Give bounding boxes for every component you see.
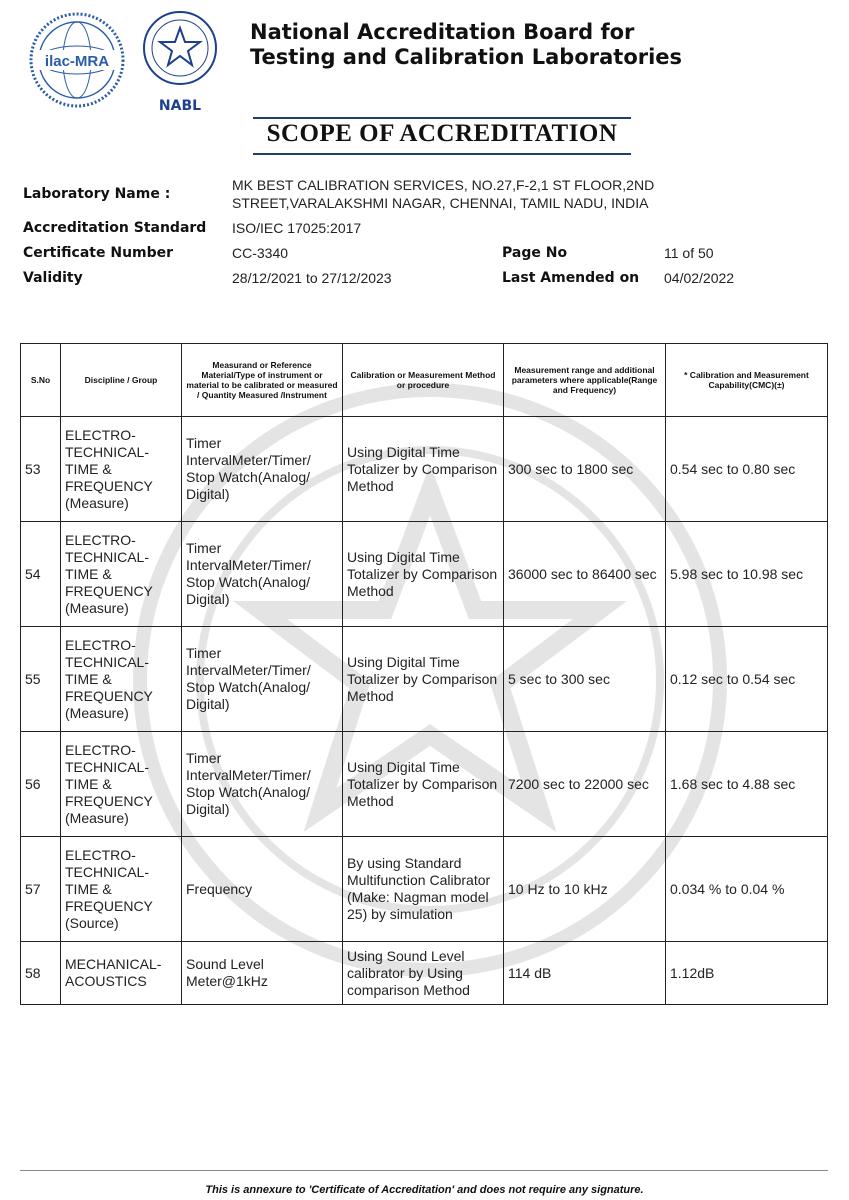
header-sno: S.No — [21, 344, 61, 417]
cell-cmc: 1.68 sec to 4.88 sec — [666, 732, 828, 837]
lab-name-line1: MK BEST CALIBRATION SERVICES, NO.27,F-2,1 ST FLOOR,2ND — [232, 177, 655, 193]
cell-range: 36000 sec to 86400 sec — [504, 522, 666, 627]
svg-text:NABL: NABL — [158, 98, 202, 114]
header-measurand: Measurand or Reference Material/Type of instrument or material to be calibrated or measured / Quantity Measured /Instrument — [182, 344, 343, 417]
cell-method: Using Digital Time Totalizer by Comparison Method — [343, 627, 504, 732]
cell-cmc: 1.12dB — [666, 942, 828, 1005]
standard-value: ISO/IEC 17025:2017 — [232, 220, 362, 236]
table-header-row — [21, 344, 828, 417]
cell-sno: 57 — [21, 837, 61, 942]
cell-discipline: ELECTRO-TECHNICAL-TIME & FREQUENCY (Measure) — [61, 732, 182, 837]
cell-range: 5 sec to 300 sec — [504, 627, 666, 732]
validity-value: 28/12/2021 to 27/12/2023 — [232, 270, 392, 286]
validity-label: Validity — [23, 270, 83, 286]
table-row — [21, 942, 828, 1005]
cell-range: 300 sec to 1800 sec — [504, 417, 666, 522]
cell-measurand: Sound Level Meter@1kHz — [182, 942, 343, 1005]
cell-sno: 56 — [21, 732, 61, 837]
cell-method: Using Digital Time Totalizer by Comparison Method — [343, 522, 504, 627]
cell-sno: 58 — [21, 942, 61, 1005]
cell-discipline: MECHANICAL-ACOUSTICS — [61, 942, 182, 1005]
amended-value: 04/02/2022 — [664, 270, 735, 286]
table-row — [21, 837, 828, 942]
cell-cmc: 0.034 % to 0.04 % — [666, 837, 828, 942]
cell-sno: 53 — [21, 417, 61, 522]
header-range: Measurement range and additional parameters where applicable(Range and Frequency) — [504, 344, 666, 417]
cell-sno: 54 — [21, 522, 61, 627]
svg-text:ilac-MRA: ilac-MRA — [44, 53, 110, 70]
footer-rule — [20, 1170, 828, 1171]
table-row — [21, 522, 828, 627]
header-cmc: * Calibration and Measurement Capability(CMC)(±) — [666, 344, 828, 417]
cell-measurand: Timer IntervalMeter/Timer/ Stop Watch(Analog/ Digital) — [182, 417, 343, 522]
header-discipline: Discipline / Group — [61, 344, 182, 417]
standard-label: Accreditation Standard — [23, 220, 207, 236]
scope-title-rule-top — [253, 117, 631, 119]
nabl-logo — [140, 8, 220, 118]
cell-range: 114 dB — [504, 942, 666, 1005]
cell-method: Using Sound Level calibrator by Using comparison Method — [343, 942, 504, 1005]
lab-name-line2: STREET,VARALAKSHMI NAGAR, CHENNAI, TAMIL NADU, INDIA — [232, 195, 649, 211]
scope-table — [20, 343, 828, 1005]
ilac-mra-logo — [27, 10, 127, 110]
cell-sno: 55 — [21, 627, 61, 732]
amended-label: Last Amended on — [502, 270, 640, 286]
table-row — [21, 732, 828, 837]
cell-discipline: ELECTRO-TECHNICAL-TIME & FREQUENCY (Measure) — [61, 522, 182, 627]
cell-measurand: Timer IntervalMeter/Timer/ Stop Watch(Analog/ Digital) — [182, 627, 343, 732]
certificate-label: Certificate Number — [23, 245, 174, 261]
certificate-value: CC-3340 — [232, 245, 289, 261]
cell-cmc: 5.98 sec to 10.98 sec — [666, 522, 828, 627]
cell-discipline: ELECTRO-TECHNICAL-TIME & FREQUENCY (Measure) — [61, 417, 182, 522]
scope-title-rule-bottom — [253, 153, 631, 155]
footer-note: This is annexure to 'Certificate of Accreditation' and does not require any signature. — [205, 1184, 644, 1196]
header-method: Calibration or Measurement Method or procedure — [343, 344, 504, 417]
board-title-line2: Testing and Calibration Laboratories — [250, 45, 683, 69]
lab-name-label: Laboratory Name : — [23, 186, 171, 202]
cell-range: 10 Hz to 10 kHz — [504, 837, 666, 942]
board-title-line1: National Accreditation Board for — [250, 20, 635, 44]
table-row — [21, 627, 828, 732]
cell-method: By using Standard Multifunction Calibrator (Make: Nagman model 25) by simulation — [343, 837, 504, 942]
board-title — [250, 20, 682, 70]
table-row — [21, 417, 828, 522]
cell-method: Using Digital Time Totalizer by Comparison Method — [343, 732, 504, 837]
page-value: 11 of 50 — [664, 245, 714, 261]
cell-cmc: 0.12 sec to 0.54 sec — [666, 627, 828, 732]
cell-measurand: Timer IntervalMeter/Timer/ Stop Watch(Analog/ Digital) — [182, 522, 343, 627]
scope-title: SCOPE OF ACCREDITATION — [266, 120, 618, 147]
cell-cmc: 0.54 sec to 0.80 sec — [666, 417, 828, 522]
cell-range: 7200 sec to 22000 sec — [504, 732, 666, 837]
cell-discipline: ELECTRO-TECHNICAL-TIME & FREQUENCY (Source) — [61, 837, 182, 942]
cell-measurand: Frequency — [182, 837, 343, 942]
cell-discipline: ELECTRO-TECHNICAL-TIME & FREQUENCY (Measure) — [61, 627, 182, 732]
cell-measurand: Timer IntervalMeter/Timer/ Stop Watch(Analog/ Digital) — [182, 732, 343, 837]
page-label: Page No — [502, 245, 568, 261]
cell-method: Using Digital Time Totalizer by Comparison Method — [343, 417, 504, 522]
